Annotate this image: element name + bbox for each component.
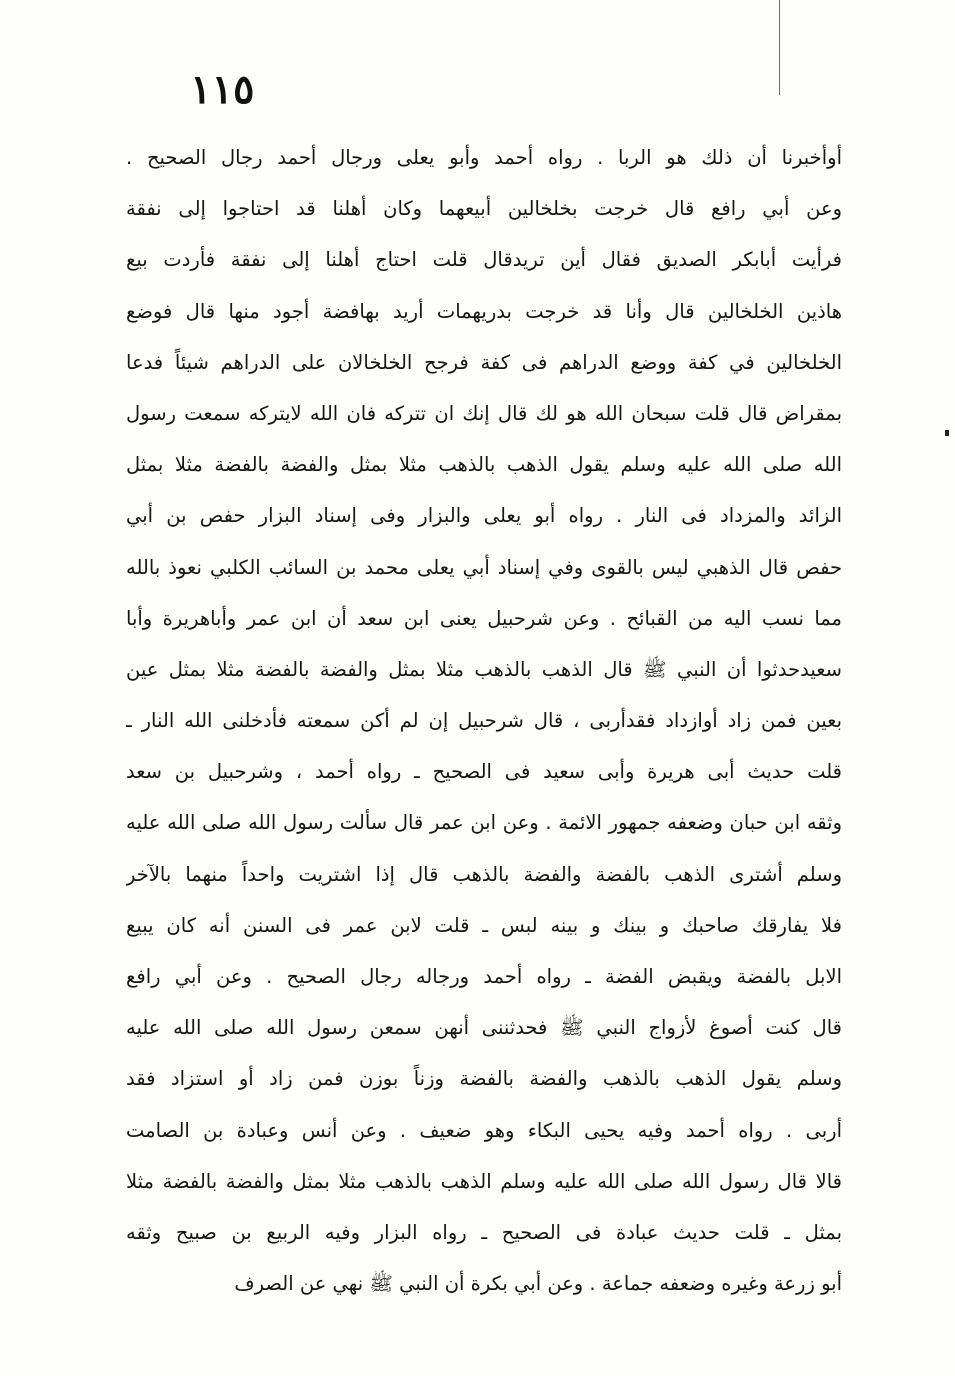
text-line: الله صلى الله عليه وسلم يقول الذهب بالذهب مثلا بمثل والفضة بالفضة مثلا بمثل [126, 453, 842, 477]
text-line: قالا قال رسول الله صلى الله عليه وسلم الذهب بالذهب مثلا بمثل والفضة بالفضة مثلا [126, 1169, 842, 1193]
text-line: وسلم أشترى الذهب بالفضة والفضة بالذهب قال إذا اشتريت واحداً منهما بالآخر [126, 862, 842, 886]
text-line: فلا يفارقك صاحبك و بينك و بينه لبس ـ قلت لابن عمر فى السنن أنه كان يبيع [126, 913, 842, 937]
text-line: مما نسب اليه من القبائح . وعن شرحبيل يعنى ابن سعد أن ابن عمر وأباهريرة وأبا [126, 606, 842, 630]
text-line: قال كنت أصوغ لأزواج النبي ﷺ فحدثننى أنهن سمعن رسول الله صلى الله عليه [126, 1016, 842, 1040]
text-line: وسلم يقول الذهب بالذهب والفضة بالفضة وزناً بوزن فمن زاد أو استزاد فقد [126, 1067, 842, 1091]
body-text [126, 132, 842, 1309]
text-line: سعيدحدثوا أن النبي ﷺ قال الذهب بالذهب مثلا بمثل والفضة بالفضة مثلا بمثل عين [126, 657, 842, 681]
text-line: الابل بالفضة ويقبض الفضة ـ رواه أحمد ورجاله رجال الصحيح . وعن أبي رافع [126, 965, 842, 988]
text-line: بمقراض قال قلت سبحان الله هو لك قال إنك ان تتركه فان الله لايتركه سمعت رسول [126, 401, 842, 425]
text-line: حفص قال الذهبي ليس بالقوى وفي إسناد أبي يعلى محمد بن السائب الكلبي نعوذ بالله [126, 555, 842, 579]
text-line: هاذين الخلخالين قال وأنا قد خرجت بدريهمات أريد بهافضة أجود منها قال فوضع [126, 299, 842, 323]
text-line: فرأيت أبابكر الصديق فقال أين تريدقال قلت احتاج أهلنا إلى نفقة فأردت بيع [126, 248, 842, 272]
text-line: وعن أبي رافع قال خرجت بخلخالين أبيعهما وكان أهلنا قد احتاجوا إلى نفقة [126, 197, 842, 221]
text-line: الخلخالين في كفة ووضع الدراهم فى كفة فرجح الخلخالان على الدراهم شيئاً فدعا [126, 350, 842, 374]
text-line: وثقه ابن حبان وضعفه جمهور الائمة . وعن ابن عمر قال سألت رسول الله صلى الله عليه [126, 811, 842, 835]
text-line: الزائد والمزداد فى النار . رواه أبو يعلى والبزار وفى إسناد البزار حفص بن أبي [126, 504, 842, 528]
edge-mark [945, 430, 949, 436]
spine-line [779, 0, 780, 95]
text-line: أوأخبرنا أن ذلك هو الربا . رواه أحمد وأبو يعلى ورجال أحمد رجال الصحيح . [126, 146, 842, 169]
text-line: قلت حديث أبى هريرة وأبى سعيد فى الصحيح ـ رواه أحمد ، وشرحبيل بن سعد [126, 760, 842, 784]
text-line: أبو زرعة وغيره وضعفه جماعة . وعن أبي بكرة أن النبي ﷺ نهي عن الصرف [234, 1272, 842, 1296]
text-line: بعين فمن زاد أوازداد فقدأربى ، قال شرحبيل إن لم أكن سمعته فأدخلنى الله النار ـ [126, 709, 842, 733]
text-line: بمثل ـ قلت حديث عبادة فى الصحيح ـ رواه البزار وفيه الربيع بن صبيح وثقه [126, 1220, 842, 1244]
text-line: أربى . رواه أحمد وفيه يحيى البكاء وهو ضعيف . وعن أنس وعبادة بن الصامت [126, 1118, 842, 1142]
page-number: ١١٥ [190, 66, 255, 113]
